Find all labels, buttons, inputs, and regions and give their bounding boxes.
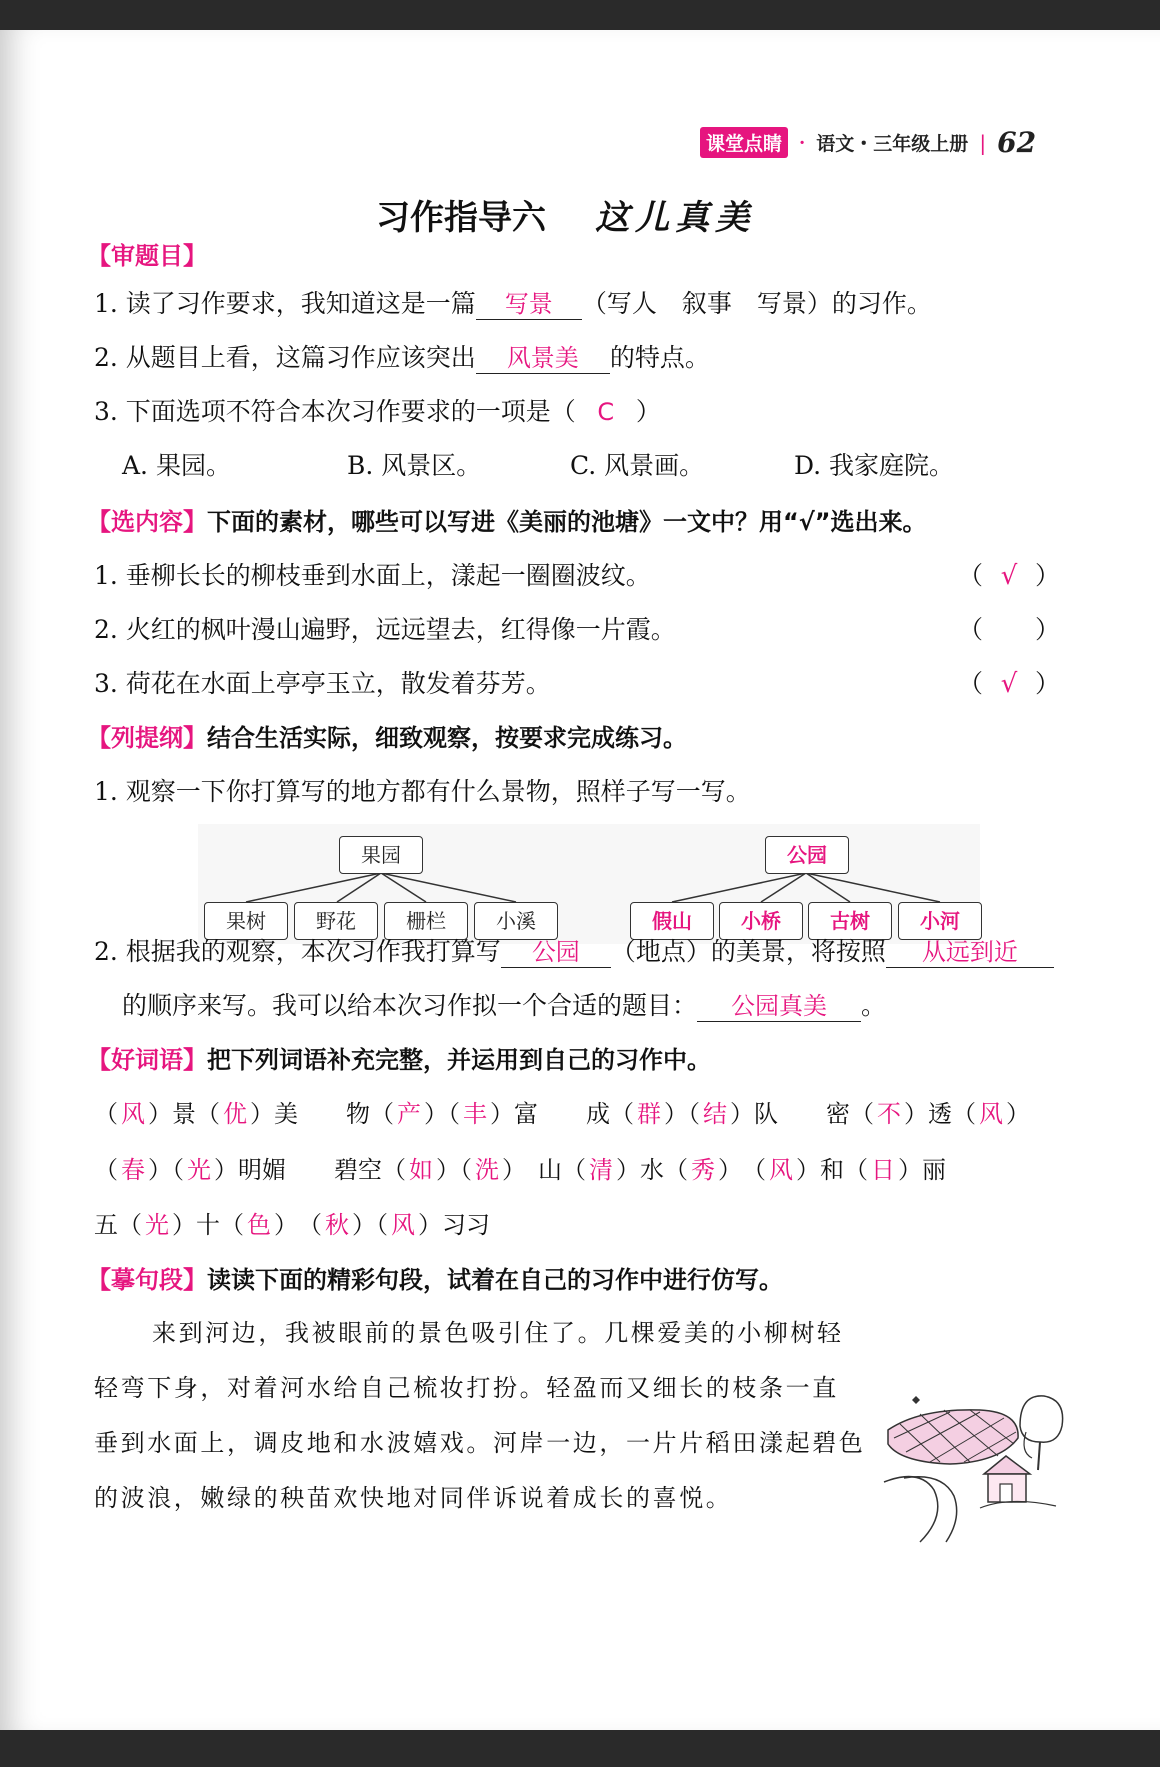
idiom-answer[interactable]: 风 [769,1156,793,1184]
idiom-text: ） （ [718,1156,766,1184]
header-dot: ・ [793,133,812,155]
check-slot[interactable]: （ √ ） [958,561,1061,591]
section-instruction: 下面的素材，哪些可以写进《美丽的池塘》一文中？用“√”选出来。 [207,508,927,536]
question-text: （地点）的美景，将按照 [610,937,886,966]
word-row-2 [94,1150,946,1185]
idiom-text: ） 山（ [502,1156,586,1184]
example-child-node: 小溪 [474,902,558,940]
idiom-text: ）（ [664,1100,700,1128]
idiom-text: （ [94,1100,118,1128]
question-text: 的顺序来写。我可以给本次习作拟一个合适的题目： [122,991,698,1020]
idiom-text: ）（ [436,1156,472,1184]
idiom-text: ）美 物（ [250,1100,394,1128]
idiom-answer[interactable]: 日 [871,1156,895,1184]
question-text: 2. 根据我的观察，本次习作我打算写 [94,937,501,966]
example-child-node: 野花 [294,902,378,940]
idiom-text: ） [1006,1100,1030,1128]
section-instruction: 把下列词语补充完整，并运用到自己的习作中。 [207,1046,711,1074]
section-label: 【选内容】 [87,508,207,536]
option-b: B. 风景区。 [347,451,482,480]
idiom-answer[interactable]: 如 [409,1156,433,1184]
idiom-text: ）富 成（ [490,1100,634,1128]
answer-child-node[interactable]: 假山 [630,902,714,940]
riverside-illustration [880,1386,1070,1544]
question-text: 1. 读了习作要求，我知道这是一篇 [94,289,476,318]
idiom-answer[interactable]: 群 [637,1100,661,1128]
idiom-answer[interactable]: 秋 [325,1211,349,1239]
idiom-text: （ [94,1156,118,1184]
idiom-text: ）（ [352,1211,388,1239]
model-paragraph-line: 垂到水面上，调皮地和水波嬉戏。河岸一边，一片片稻田漾起碧色 [94,1429,866,1457]
idiom-answer[interactable]: 风 [121,1100,145,1128]
answer-child-node[interactable]: 古树 [808,902,892,940]
section-instruction: 读读下面的精彩句段，试着在自己的习作中进行仿写。 [207,1266,783,1294]
material-item: 3. 荷花在水面上亭亭玉立，散发着芬芳。 [94,669,551,698]
title-sub: 这儿真美 [595,198,756,238]
check-mark: √ [1000,669,1018,699]
option-a: A. 果园。 [122,451,231,480]
model-paragraph-line: 的波浪，嫩绿的秧苗欢快地对同伴诉说着成长的喜悦。 [94,1484,733,1512]
section-label: 【好词语】 [87,1046,207,1074]
question-text: ） [635,397,661,426]
check-mark: √ [1000,561,1018,591]
idiom-text: ）（ [424,1100,460,1128]
idiom-text: ）明媚 碧空（ [214,1156,406,1184]
example-child-node: 果树 [204,902,288,940]
outline-question-1: 1. 观察一下你打算写的地方都有什么景物，照样子写一写。 [94,777,751,806]
title-main: 习作指导六 [376,198,546,238]
section-heading-mojuduan [87,1260,783,1295]
idiom-text: ）队 密（ [730,1100,874,1128]
check-slot[interactable]: （ √ ） [958,669,1061,699]
idiom-text: ）透（ [904,1100,976,1128]
idiom-answer[interactable]: 秀 [691,1156,715,1184]
answer-child-node[interactable]: 小河 [898,902,982,940]
answer-root-node[interactable]: 公园 [765,836,849,874]
answer-child-node[interactable]: 小桥 [719,902,803,940]
header-divider: | [979,130,987,155]
word-row-3 [94,1205,490,1240]
workbook-page [0,30,1160,1730]
idiom-answer[interactable]: 光 [145,1211,169,1239]
answer-blank[interactable]: 从远到近 [886,937,1054,968]
series-badge: 课堂点睛 [700,127,788,158]
bottom-bar [0,1730,1160,1767]
question-text: 。 [861,991,887,1020]
example-child-node: 栅栏 [384,902,468,940]
model-paragraph-line: 轻弯下身，对着河水给自己梳妆打扮。轻盈而又细长的枝条一直 [94,1374,839,1402]
material-item: 2. 火红的枫叶漫山遍野，远远望去，红得像一片霞。 [94,615,676,644]
idiom-text: 五（ [94,1211,142,1239]
question-text: 的特点。 [609,343,710,372]
idiom-text: ） （ [274,1211,322,1239]
section-label: 【列提纲】 [87,724,207,752]
idiom-text: ）水（ [616,1156,688,1184]
answer-blank[interactable]: 公园 [501,937,611,968]
idiom-answer[interactable]: 洗 [475,1156,499,1184]
idiom-answer[interactable]: 色 [247,1211,271,1239]
check-slot[interactable]: （ ） [958,615,1061,644]
option-d: D. 我家庭院。 [794,451,955,480]
idiom-text: ）十（ [172,1211,244,1239]
section-instruction: 结合生活实际，细致观察，按要求完成练习。 [207,724,687,752]
idiom-answer[interactable]: 风 [391,1211,415,1239]
idiom-text: ）和（ [796,1156,868,1184]
idiom-answer[interactable]: 产 [397,1100,421,1128]
question-text: （写人 叙事 写景）的习作。 [581,289,932,318]
idiom-text: ）丽 [898,1156,946,1184]
outline-question-2 [94,932,1054,968]
idiom-answer[interactable]: 不 [877,1100,901,1128]
idiom-text: ）景（ [148,1100,220,1128]
idiom-answer[interactable]: 优 [223,1100,247,1128]
idiom-text: ）习习 [418,1211,490,1239]
answer-blank[interactable]: 公园真美 [697,991,861,1022]
question-text: 3. 下面选项不符合本次习作要求的一项是（ [94,397,576,426]
idiom-text: ）（ [148,1156,184,1184]
outline-question-2-line2 [122,986,886,1022]
model-paragraph-line: 来到河边，我被眼前的景色吸引住了。几棵爱美的小柳树轻 [152,1319,844,1347]
section-label: 【审题目】 [87,242,207,270]
answer-choice[interactable]: C [597,398,615,426]
answer-blank[interactable]: 风景美 [476,343,610,374]
material-item: 1. 垂柳长长的柳枝垂到水面上，漾起一圈圈波纹。 [94,561,651,590]
answer-blank[interactable]: 写景 [476,289,582,320]
idiom-answer[interactable]: 光 [187,1156,211,1184]
example-root-node: 果园 [339,836,423,874]
section-label: 【摹句段】 [87,1266,207,1294]
page-number: 62 [997,126,1037,159]
word-row-1 [94,1094,1030,1129]
question-text: 2. 从题目上看，这篇习作应该突出 [94,343,476,372]
idiom-answer[interactable]: 清 [589,1156,613,1184]
idiom-answer[interactable]: 风 [979,1100,1003,1128]
idiom-answer[interactable]: 丰 [463,1100,487,1128]
idiom-answer[interactable]: 结 [703,1100,727,1128]
section-heading-haociyu [87,1040,711,1075]
subject-label: 语文・三年级上册 [816,133,969,155]
option-c: C. 风景画。 [570,451,705,480]
idiom-answer[interactable]: 春 [121,1156,145,1184]
